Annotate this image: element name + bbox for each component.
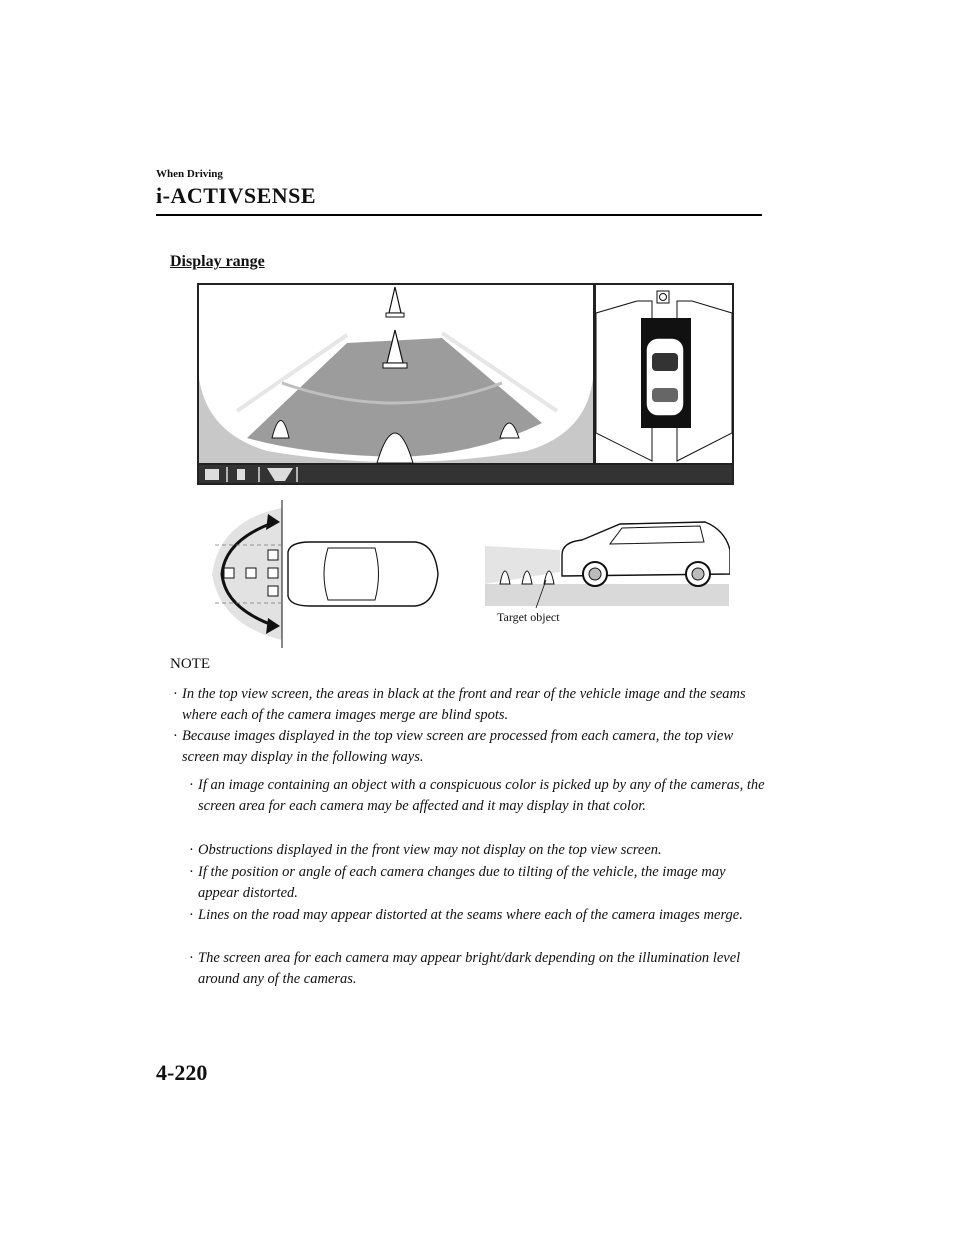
page-number: 4-220: [156, 1060, 208, 1085]
bullet-icon: ·: [189, 907, 194, 923]
bullet-icon: ·: [173, 686, 178, 702]
camera-screen-illustration: [197, 283, 734, 485]
object-marker-icon: [657, 291, 669, 303]
note-sub-bullet: [189, 862, 768, 904]
header-rule: [156, 214, 762, 216]
object-marker-icon: [246, 568, 256, 578]
note-sub-bullet: [189, 840, 768, 861]
front-view-pane: [199, 285, 593, 463]
note-sub-bullet-text: If the position or angle of each camera changes due to tilting of the vehicle, the image may appear distorted.: [198, 864, 726, 901]
note-sub-bullet-text: If an image containing an object with a conspicuous color is picked up by any of the cameras, the screen area for each camera may be affected and it may display in that color.: [198, 777, 765, 814]
note-sub-bullet: [189, 905, 768, 926]
bullet-icon: ·: [189, 842, 194, 858]
note-sub-bullet-text: The screen area for each camera may appear bright/dark depending on the illumination level around any of the cameras.: [198, 950, 741, 987]
camera-mode-icon: [205, 469, 219, 480]
subheading: Display range: [170, 253, 265, 270]
note-bullet: [173, 726, 764, 768]
note-sub-bullet: [189, 775, 768, 817]
object-marker-icon: [268, 568, 278, 578]
target-object-label: Target object: [497, 610, 560, 624]
object-marker-icon: [268, 586, 278, 596]
bullet-icon: ·: [189, 777, 194, 793]
section-label: When Driving: [156, 168, 223, 180]
note-sub-bullet-text: Lines on the road may appear distorted at the seams where each of the camera images merge.: [198, 907, 743, 923]
plan-view-diagram: [212, 500, 438, 648]
bullet-icon: ·: [189, 864, 194, 880]
note-sub-bullet-text: Obstructions displayed in the front view may not display on the top view screen.: [198, 842, 662, 858]
top-view-icon: [237, 469, 245, 480]
note-bullet: [173, 684, 764, 726]
page-title: i-ACTIVSENSE: [156, 183, 317, 208]
ground: [485, 584, 729, 606]
bullet-icon: ·: [173, 728, 178, 744]
note-heading: NOTE: [170, 656, 210, 672]
side-view-diagram: [485, 522, 730, 608]
status-bar: [199, 465, 732, 483]
display-range-diagrams: [210, 500, 730, 648]
bullet-icon: ·: [189, 950, 194, 966]
vehicle-top-icon: [646, 338, 684, 416]
note-sub-bullet: [189, 948, 768, 990]
object-marker-icon: [224, 568, 234, 578]
note-bullet-text: Because images displayed in the top view screen are processed from each camera, the top view screen may display in the following ways.: [182, 728, 734, 765]
object-marker-icon: [268, 550, 278, 560]
vehicle-plan-icon: [288, 542, 438, 606]
top-view-pane: [596, 285, 732, 463]
note-bullet-text: In the top view screen, the areas in black at the front and rear of the vehicle image and the seams where each of the camera images merge are blind spots.: [182, 686, 746, 723]
